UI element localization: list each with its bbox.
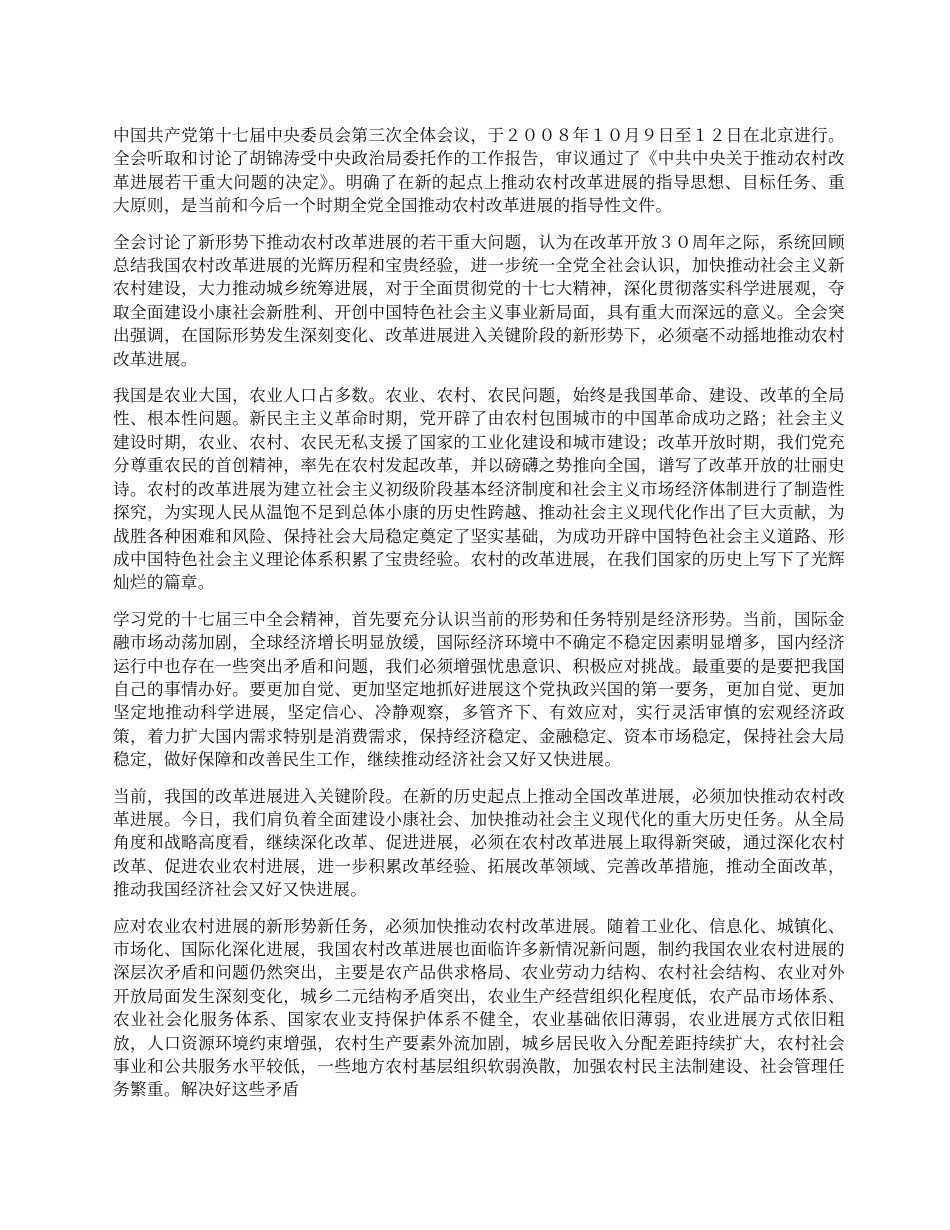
document-body	[113, 124, 845, 1115]
paragraph-3: 我国是农业大国，农业人口占多数。农业、农村、农民问题，始终是我国革命、建设、改革的全局性、根本性问题。新民主主义革命时期，党开辟了由农村包围城市的中国革命成功之路；社会主义建设时期，农业、农村、农民无私支援了国家的工业化建设和城市建设；改革开放时期，我们党充分尊重农民的首创精神，率先在农村发起改革，并以磅礴之势推向全国，谱写了改革开放的壮丽史诗。农村的改革进展为建立社会主义初级阶段基本经济制度和社会主义市场经济体制进行了制造性探究，为实现人民从温饱不足到总体小康的历史性跨越、推动社会主义现代化作出了巨大贡献，为战胜各种困难和风险、保持社会大局稳定奠定了坚实基础，为成功开辟中国特色社会主义道路、形成中国特色社会主义理论体系积累了宝贵经验。农村的改革进展，在我们国家的历史上写下了光辉灿烂的篇章。	[113, 386, 845, 593]
paragraph-4: 学习党的十七届三中全会精神，首先要充分认识当前的形势和任务特别是经济形势。当前，国际金融市场动荡加剧，全球经济增长明显放缓，国际经济环境中不确定不稳定因素明显增多，国内经济运行中也存在一些突出矛盾和问题，我们必须增强忧患意识、积极应对挑战。最重要的是要把我国自己的事情办好。要更加自觉、更加坚定地抓好进展这个党执政兴国的第一要务，更加自觉、更加坚定地推动科学进展，坚定信心、冷静观察，多管齐下、有效应对，实行灵活审慎的宏观经济政策，着力扩大国内需求特别是消费需求，保持经济稳定、金融稳定、资本市场稳定，保持社会大局稳定，做好保障和改善民生工作，继续推动经济社会又好又快进展。	[113, 609, 845, 770]
paragraph-2: 全会讨论了新形势下推动农村改革进展的若干重大问题，认为在改革开放３０周年之际，系统回顾总结我国农村改革进展的光辉历程和宝贵经验，进一步统一全党全社会认识，加快推动社会主义新农村建设，大力推动城乡统筹进展，对于全面贯彻党的十七大精神，深化贯彻落实科学进展观，夺取全面建设小康社会新胜利、开创中国特色社会主义事业新局面，具有重大而深远的意义。全会突出强调，在国际形势发生深刻变化、改革进展进入关键阶段的新形势下，必须毫不动摇地推动农村改革进展。	[113, 232, 845, 369]
paragraph-1: 中国共产党第十七届中央委员会第三次全体会议，于２００８年１０月９日至１２日在北京进行。全会听取和讨论了胡锦涛受中央政治局委托作的工作报告，审议通过了《中共中央关于推动农村改革进展若干重大问题的决定》。明确了在新的起点上推动农村改革进展的指导思想、目标任务、重大原则，是当前和今后一个时期全党全国推动农村改革进展的指导性文件。	[113, 126, 845, 216]
paragraph-5: 当前，我国的改革进展进入关键阶段。在新的历史起点上推动全国改革进展，必须加快推动农村改革进展。今日，我们肩负着全面建设小康社会、加快推动社会主义现代化的重大历史任务。从全局角度和战略高度看，继续深化改革、促进进展，必须在农村改革进展上取得新突破，通过深化农村改革、促进农业农村进展，进一步积累改革经验、拓展改革领域、完善改革措施，推动全面改革，推动我国经济社会又好又快进展。	[113, 786, 845, 900]
paragraph-6: 应对农业农村进展的新形势新任务，必须加快推动农村改革进展。随着工业化、信息化、城镇化、市场化、国际化深化进展，我国农村改革进展也面临许多新情况新问题，制约我国农业农村进展的深层次矛盾和问题仍然突出，主要是农产品供求格局、农业劳动力结构、农村社会结构、农业对外开放局面发生深刻变化，城乡二元结构矛盾突出，农业生产经营组织化程度低，农产品市场体系、农业社会化服务体系、国家农业支持保护体系不健全，农业基础依旧薄弱，农业进展方式依旧粗放，人口资源环境约束增强，农村生产要素外流加剧，城乡居民收入分配差距持续扩大，农村社会事业和公共服务水平较低，一些地方农村基层组织软弱涣散，加强农村民主法制建设、社会管理任务繁重。解决好这些矛盾	[113, 916, 845, 1100]
